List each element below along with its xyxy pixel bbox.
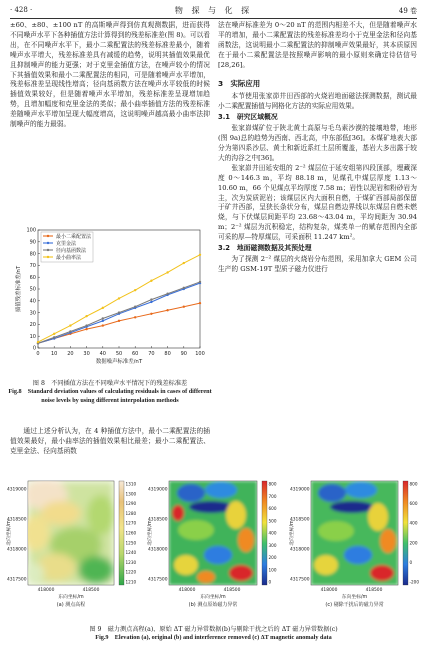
journal-title: 物 探 与 化 探 [174, 6, 253, 15]
fig9-y-tick-label: 4319000 [147, 487, 168, 493]
fig9-y-tick-label: 4318500 [147, 517, 168, 523]
fig9-colorbar-tick-label: 0 [268, 579, 272, 585]
fig8-point [199, 254, 201, 256]
fig8-y-tick-label: 90 [29, 239, 36, 246]
fig9-caption-cn: 图 9 磁力测点高程(a)、原始 ΔT 磁力异常数据(b)与剔除干扰之后的 ΔT 磁力异常数据(c) [89, 626, 338, 633]
fig8-y-tick-label: 50 [29, 286, 36, 293]
fig8-y-tick-label: 100 [26, 227, 36, 234]
fig9-colorbar-tick-label: 1220 [125, 569, 137, 575]
fig8-legend-label: 最小二乘配置法 [56, 233, 92, 240]
fig8-point [199, 281, 201, 283]
fig8-legend-marker [47, 256, 49, 258]
right-paragraph-1: 法在噪声标准差为 0～20 nT 的范围内相差不大，但是随着噪声水平的增加，最小二乘配置法的残差标准差均小于克里金法和径向基函数法，这说明最小二乘配置法的抑制噪声效果最好，其本质原因在于最小二乘配置法是按照噪声影响的最小原则来确定待估信号[28,26]。 [218, 21, 417, 69]
fig9-colorbar-tick-label: 600 [409, 501, 418, 507]
fig9-colorbar-tick-label: 1300 [125, 491, 137, 497]
fig9-colorbar-tick-label: 1290 [125, 501, 137, 507]
fig8-chart [12, 224, 208, 374]
fig8-x-tick-label: 30 [83, 351, 90, 357]
fig8-x-tick-label: 90 [180, 351, 187, 357]
fig9-colorbar-tick-label: 700 [268, 493, 277, 499]
fig9-y-tick-label: 4317500 [289, 577, 310, 583]
fig9-caption-en: Fig.9 Elevation (a), original (b) and interference removed (c) ΔT magnetic anomaly data [95, 634, 332, 642]
fig8-y-tick-label: 60 [29, 274, 36, 281]
fig9-colorbar-tick-label: 800 [409, 481, 418, 487]
fig8-point [134, 306, 136, 308]
fig8-legend-marker [47, 249, 49, 251]
fig8-legend-label: 径向基函数法 [56, 247, 87, 254]
fig9-colorbar-tick-label: 200 [409, 540, 418, 546]
fig8-point [150, 301, 152, 303]
fig8-point [150, 298, 152, 300]
subsection-3-1-heading: 3.1 研究区域概况 [218, 113, 278, 122]
fig9-y-tick-label: 4319000 [289, 487, 310, 493]
fig8-point [102, 317, 104, 319]
fig8-y-tick-label: 40 [29, 298, 36, 305]
fig8-point [37, 341, 39, 343]
fig8-x-tick-label: 80 [164, 351, 171, 357]
fig8-x-tick-label: 0 [36, 351, 40, 357]
fig8-point [85, 324, 87, 326]
fig8-x-tick-label: 10 [51, 351, 58, 357]
fig8-caption-en: Fig.8 Standard deviation values of calculating residuals in cases of different noise levels by using different interpolation methods [8, 388, 212, 404]
fig9b-colorbar [262, 481, 267, 585]
fig8-point [118, 297, 120, 299]
fig9-panel-sublabel: (a) 测点高程 [56, 602, 86, 608]
fig9-colorbar-tick-label: 300 [268, 542, 277, 548]
fig8-point [134, 289, 136, 291]
fig9-x-axis-label: 东向坐标/m [200, 595, 226, 600]
right-paragraph-5: 为了探测 2⁻² 煤层的火烧岩分布范围，采用加拿大 GEM 公司生产的 GSM-19T 型质子磁力仪进行 [218, 254, 417, 273]
fig8-caption [8, 380, 212, 405]
subsection-3-2-heading: 3.2 地面磁测数据及其预处理 [218, 244, 312, 253]
page-number: · 428 · [10, 6, 33, 14]
fig9-x-tick-label: 418500 [82, 588, 100, 593]
fig8-point [199, 302, 201, 304]
fig8-point [69, 324, 71, 326]
fig8-point [69, 330, 71, 332]
fig9-colorbar-tick-label: 1210 [125, 579, 137, 585]
fig9-y-tick-label: 4317500 [147, 577, 168, 583]
fig9-colorbar-tick-label: 200 [268, 555, 277, 560]
fig8-x-axis-label: 数据噪声标准差/nT [95, 359, 143, 365]
fig8-point [118, 320, 120, 322]
fig9c-map [311, 481, 408, 585]
fig9-colorbar-tick-label: 500 [268, 518, 277, 524]
fig8-legend-label: 克里金法 [56, 240, 77, 247]
fig9-colorbar-tick-label: -200 [409, 579, 420, 585]
fig8-y-tick-label: 20 [29, 322, 36, 329]
fig9c-colorbar [403, 481, 408, 585]
fig9-y-tick-label: 4318000 [289, 547, 310, 553]
fig8-point [183, 287, 185, 289]
fig9-colorbar-tick-label: 1310 [125, 481, 137, 487]
fig8-point [102, 320, 104, 322]
fig8-point [150, 280, 152, 282]
fig8-point [166, 309, 168, 311]
fig8-point [183, 306, 185, 308]
fig8-point [102, 307, 104, 309]
fig9b-map [169, 481, 267, 585]
fig9-colorbar-tick-label: 1230 [125, 559, 137, 565]
fig8-x-tick-label: 20 [67, 351, 74, 357]
fig9-colorbar-tick-label: 800 [268, 481, 277, 487]
fig8-point [166, 271, 168, 273]
fig8-y-axis-label: 插值残差标准差/nT [16, 265, 22, 313]
fig9-maps [6, 475, 421, 623]
right-paragraph-2: 本节使用张家峁井田西部的火烧岩地面磁法探测数据，测试最小二乘配置插值与网格化方法的实际应用效果。 [218, 92, 417, 111]
fig9-caption [10, 626, 417, 643]
fig9-colorbar-tick-label: 1250 [125, 540, 137, 546]
fig8-point [166, 293, 168, 295]
fig8-y-tick-label: 30 [29, 310, 36, 317]
fig9-x-tick-label: 418500 [223, 588, 241, 593]
fig9-x-tick-label: 418500 [365, 588, 383, 593]
fig8-point [85, 328, 87, 330]
fig9-panel-sublabel: (b) 测点原始磁力异常 [188, 602, 238, 608]
fig8-x-tick-label: 100 [195, 351, 205, 357]
fig9-y-tick-label: 4318000 [6, 547, 27, 553]
fig8-point [53, 336, 55, 338]
fig9-colorbar-tick-label: 1280 [125, 510, 137, 516]
fig8-point [134, 316, 136, 318]
fig8-legend-label: 最小曲率法 [56, 254, 82, 261]
fig8-point [183, 262, 185, 264]
fig8-point [118, 311, 120, 313]
fig9-colorbar-tick-label: 600 [268, 506, 277, 511]
fig9-y-tick-label: 4318000 [147, 547, 168, 553]
fig9-x-axis-label: 东向坐标/m [58, 595, 84, 600]
volume-label: 49 卷 [398, 7, 417, 15]
fig8-y-tick-label: 70 [29, 263, 36, 270]
fig8-point [85, 315, 87, 317]
fig9-panel-sublabel: (c) 剔除干扰后的磁力异常 [325, 602, 384, 608]
fig9-x-tick-label: 418000 [320, 588, 338, 593]
fig9-y-tick-label: 4319000 [6, 487, 27, 493]
fig8-caption-cn: 图 8 不同插值方法在不同噪声水平情况下的残差标准差 [32, 380, 188, 387]
fig8-legend-marker [47, 242, 49, 244]
right-paragraph-4: 张家峁井田延安组的 2⁻² 煤层位于延安组第四段顶部，埋藏深度 0～146.3 m，平均 88.18 m，见煤孔中煤层厚度 1.13～10.60 m，66 个见煤点平均厚度 7.58 m；岩性以泥岩和粉砂岩为主，次为炭质泥岩；该煤层区内大面积自燃，于煤矿西部局部保留于矿井西部，呈狭长条状分布，煤层自燃边界线以东煤层自燃未燃烧，与下伏煤层间距平均 23.68～43.04 m，平均间距为 30.94 m；2⁻² 煤层为沉积稳定，结构复杂，煤类单一的赋存范围内全部可采的厚—特厚煤层，可采面积 11.247 km²。 [218, 163, 417, 242]
fig9-y-axis-label: 北向坐标/m [7, 520, 12, 546]
section-3-heading: 3 实际应用 [218, 78, 261, 88]
fig8-series-line [38, 303, 200, 343]
fig8-x-tick-label: 40 [99, 351, 106, 357]
fig9-y-axis-label: 北向坐标/m [290, 520, 295, 546]
fig9-y-tick-label: 4318500 [6, 517, 27, 523]
page-header [10, 4, 417, 19]
fig9-colorbar-tick-label: 1240 [125, 550, 137, 556]
fig8-y-tick-label: 80 [29, 251, 36, 258]
fig8-x-tick-label: 70 [148, 351, 155, 357]
fig9-y-axis-label: 北向坐标/m [148, 520, 153, 546]
fig9-colorbar-tick-label: 400 [409, 520, 418, 526]
fig8-y-tick-label: 10 [29, 333, 36, 340]
fig8-point [53, 333, 55, 335]
fig9-colorbar-tick-label: 100 [268, 567, 277, 573]
fig9a-map [22, 479, 124, 585]
fig8-x-tick-label: 60 [132, 351, 139, 357]
fig9-x-tick-label: 418000 [178, 588, 196, 593]
fig8-point [102, 324, 104, 326]
fig8-y-tick-label: 0 [32, 345, 36, 352]
fig9-colorbar-tick-label: 1260 [125, 530, 137, 536]
fig8-x-tick-label: 50 [115, 351, 123, 357]
fig9-y-tick-label: 4317500 [6, 577, 27, 583]
left-paragraph-1: ±60、±80、±100 nT 的高斯噪声得到仿真观测数据，进而获得不同噪声水平下各种插值方法计算得到的残差标准差(图 8)。可以看出，在不同噪声水平下，最小二乘配置法的残差标准差最小，随着噪声水平增大，残差标准差具有减缓的趋势，说明其插值效果最优且抑制噪声的能力更强；对于克里金插值方法，在噪声较小的情况下其插值效果和最小二乘配置法的相同，可是随着噪声水平增加，残差标准差呈现线性增高；径向基函数方法在噪声水平较低的时候插值效果较好，但是随着噪声水平增加，残差标准差呈现增加趋势，且增加幅度和克里金法的类似；最小曲率插值方法的残差标准差随噪声水平增加呈现大幅度增高，这说明噪声越高最小曲率法抑制噪声的能力最弱。 [10, 21, 210, 129]
right-column [218, 21, 417, 275]
fig9-x-tick-label: 418000 [37, 588, 55, 593]
fig8-point [150, 313, 152, 315]
fig9-colorbar-tick-label: 400 [268, 530, 277, 536]
right-paragraph-3: 张家峁煤矿位于陕北黄土高原与毛乌素沙漠的接壤地带，地形(图 9a)总的趋势为西南、西北高，中东部低[36]。本煤矿地表大部分为第四系沙层、黄土和新近系红土层所覆盖，基岩大多出露于较大的沟谷之中[36]。 [218, 124, 417, 162]
fig9-colorbar-tick-label: 0 [409, 559, 413, 565]
fig9-x-axis-label: 东向坐标/m [341, 595, 368, 600]
left-paragraph-2: 通过上述分析认为，在 4 种插值方法中，最小二乘配置法的插值效果最好，最小曲率法的插值效果相比最差；最小二乘配置法、克里金法、径向基函数 [10, 427, 210, 455]
fig9-y-tick-label: 4318500 [289, 517, 310, 523]
fig9a-colorbar [119, 481, 124, 585]
fig8-legend-marker [47, 235, 49, 237]
fig9-colorbar-tick-label: 1270 [125, 520, 137, 526]
